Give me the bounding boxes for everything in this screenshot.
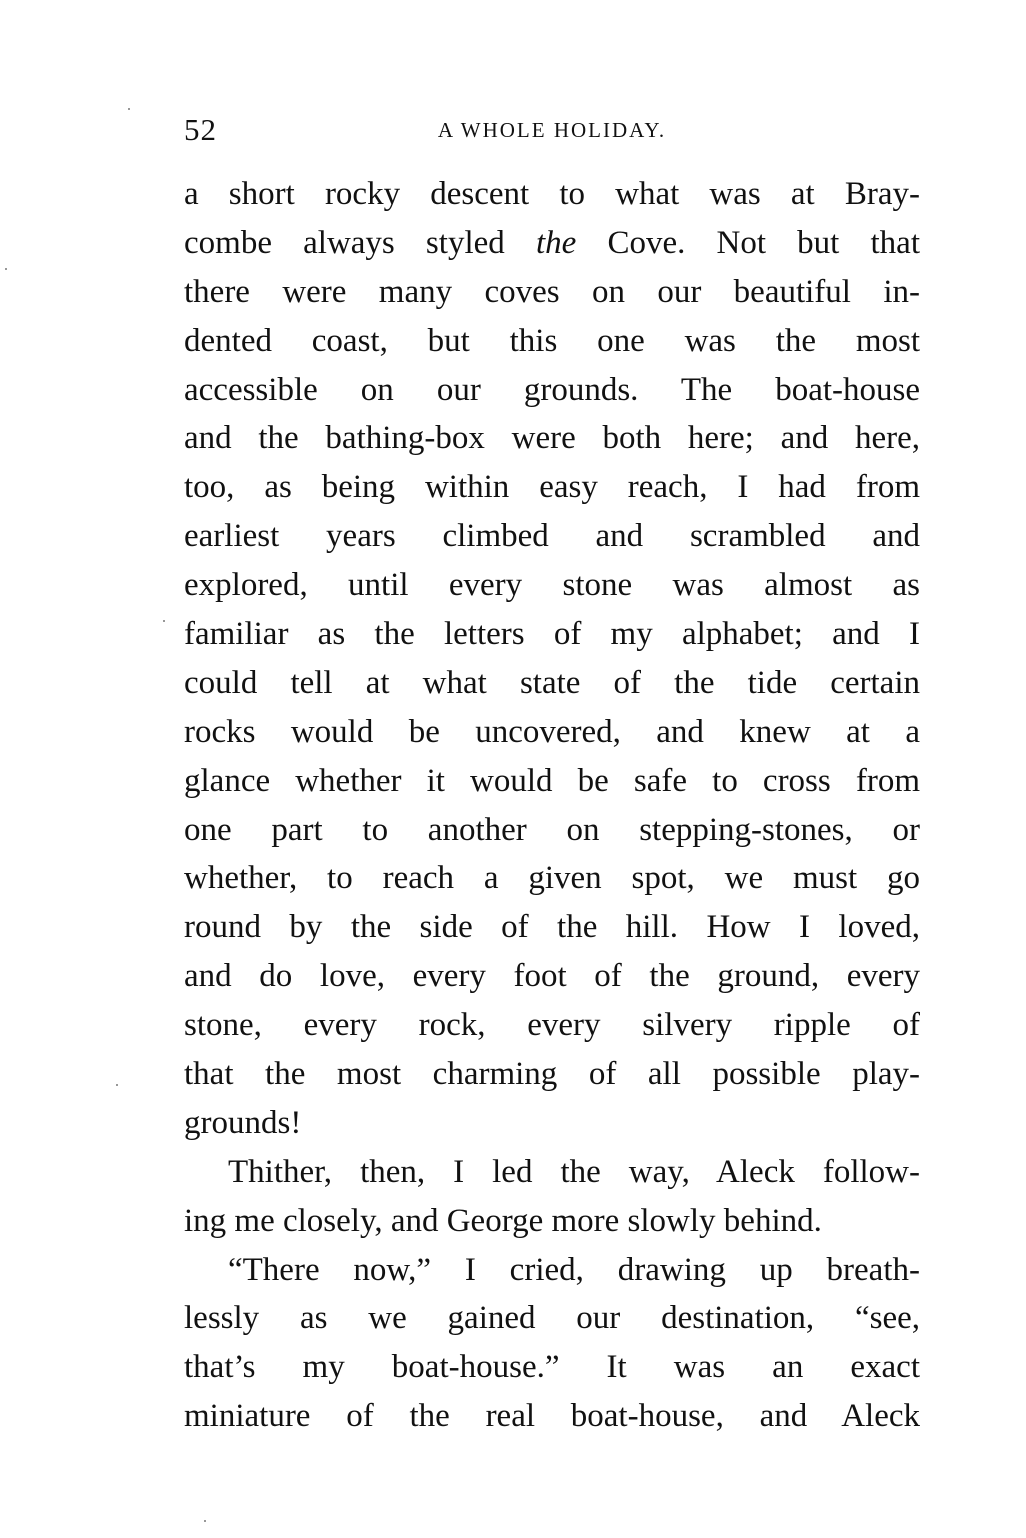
running-head [184, 112, 920, 152]
text-line: miniature of the real boat-house, and Aleck [184, 1398, 920, 1435]
text-line: that the most charming of all possible play- [184, 1056, 920, 1093]
italic-word: the [535, 224, 577, 261]
text-line [184, 219, 920, 268]
text-line: too, as being within easy reach, I had from [184, 469, 920, 506]
paragraph-start-line: Thither, then, I led the way, Aleck follow- [228, 1153, 920, 1190]
paper-speck [116, 1084, 118, 1086]
text-line: ing me closely, and George more slowly behind. [184, 1202, 822, 1239]
text-line: could tell at what state of the tide certain [184, 664, 920, 701]
paper-speck [163, 620, 165, 622]
text-line: and do love, every foot of the ground, every [184, 958, 920, 995]
body-text [184, 170, 920, 1441]
text-line: round by the side of the hill. How I loved, [184, 909, 920, 946]
page-number: 52 [184, 112, 217, 147]
text-line: lessly as we gained our destination, “see, [184, 1300, 920, 1337]
text-line: that’s my boat-house.” It was an exact [184, 1349, 920, 1386]
paragraph-start-line: “There now,” I cried, drawing up breath- [228, 1251, 920, 1288]
text-line: whether, to reach a given spot, we must go [184, 860, 920, 897]
text-line: earliest years climbed and scrambled and [184, 518, 920, 555]
text-line: there were many coves on our beautiful in- [184, 273, 920, 310]
text-fragment: Cove. Not but that [607, 224, 920, 261]
text-line: dented coast, but this one was the most [184, 322, 920, 359]
text-line: a short rocky descent to what was at Bray- [184, 176, 920, 212]
text-line: accessible on our grounds. The boat-house [184, 371, 920, 408]
paper-speck [204, 1520, 206, 1522]
text-line: explored, until every stone was almost as [184, 567, 920, 604]
text-line: and the bathing-box were both here; and here, [184, 420, 920, 457]
text-fragment: combe always styled [184, 224, 505, 261]
text-line: grounds! [184, 1104, 302, 1141]
text-line: rocks would be uncovered, and knew at a [184, 713, 920, 750]
text-line: glance whether it would be safe to cross from [184, 762, 920, 799]
text-line: familiar as the letters of my alphabet; and I [184, 616, 920, 653]
text-line: one part to another on stepping-stones, or [184, 811, 920, 848]
paper-speck [128, 108, 130, 110]
running-title: A WHOLE HOLIDAY. [437, 118, 667, 142]
text-line: stone, every rock, every silvery ripple of [184, 1007, 920, 1044]
paper-speck [5, 268, 7, 270]
